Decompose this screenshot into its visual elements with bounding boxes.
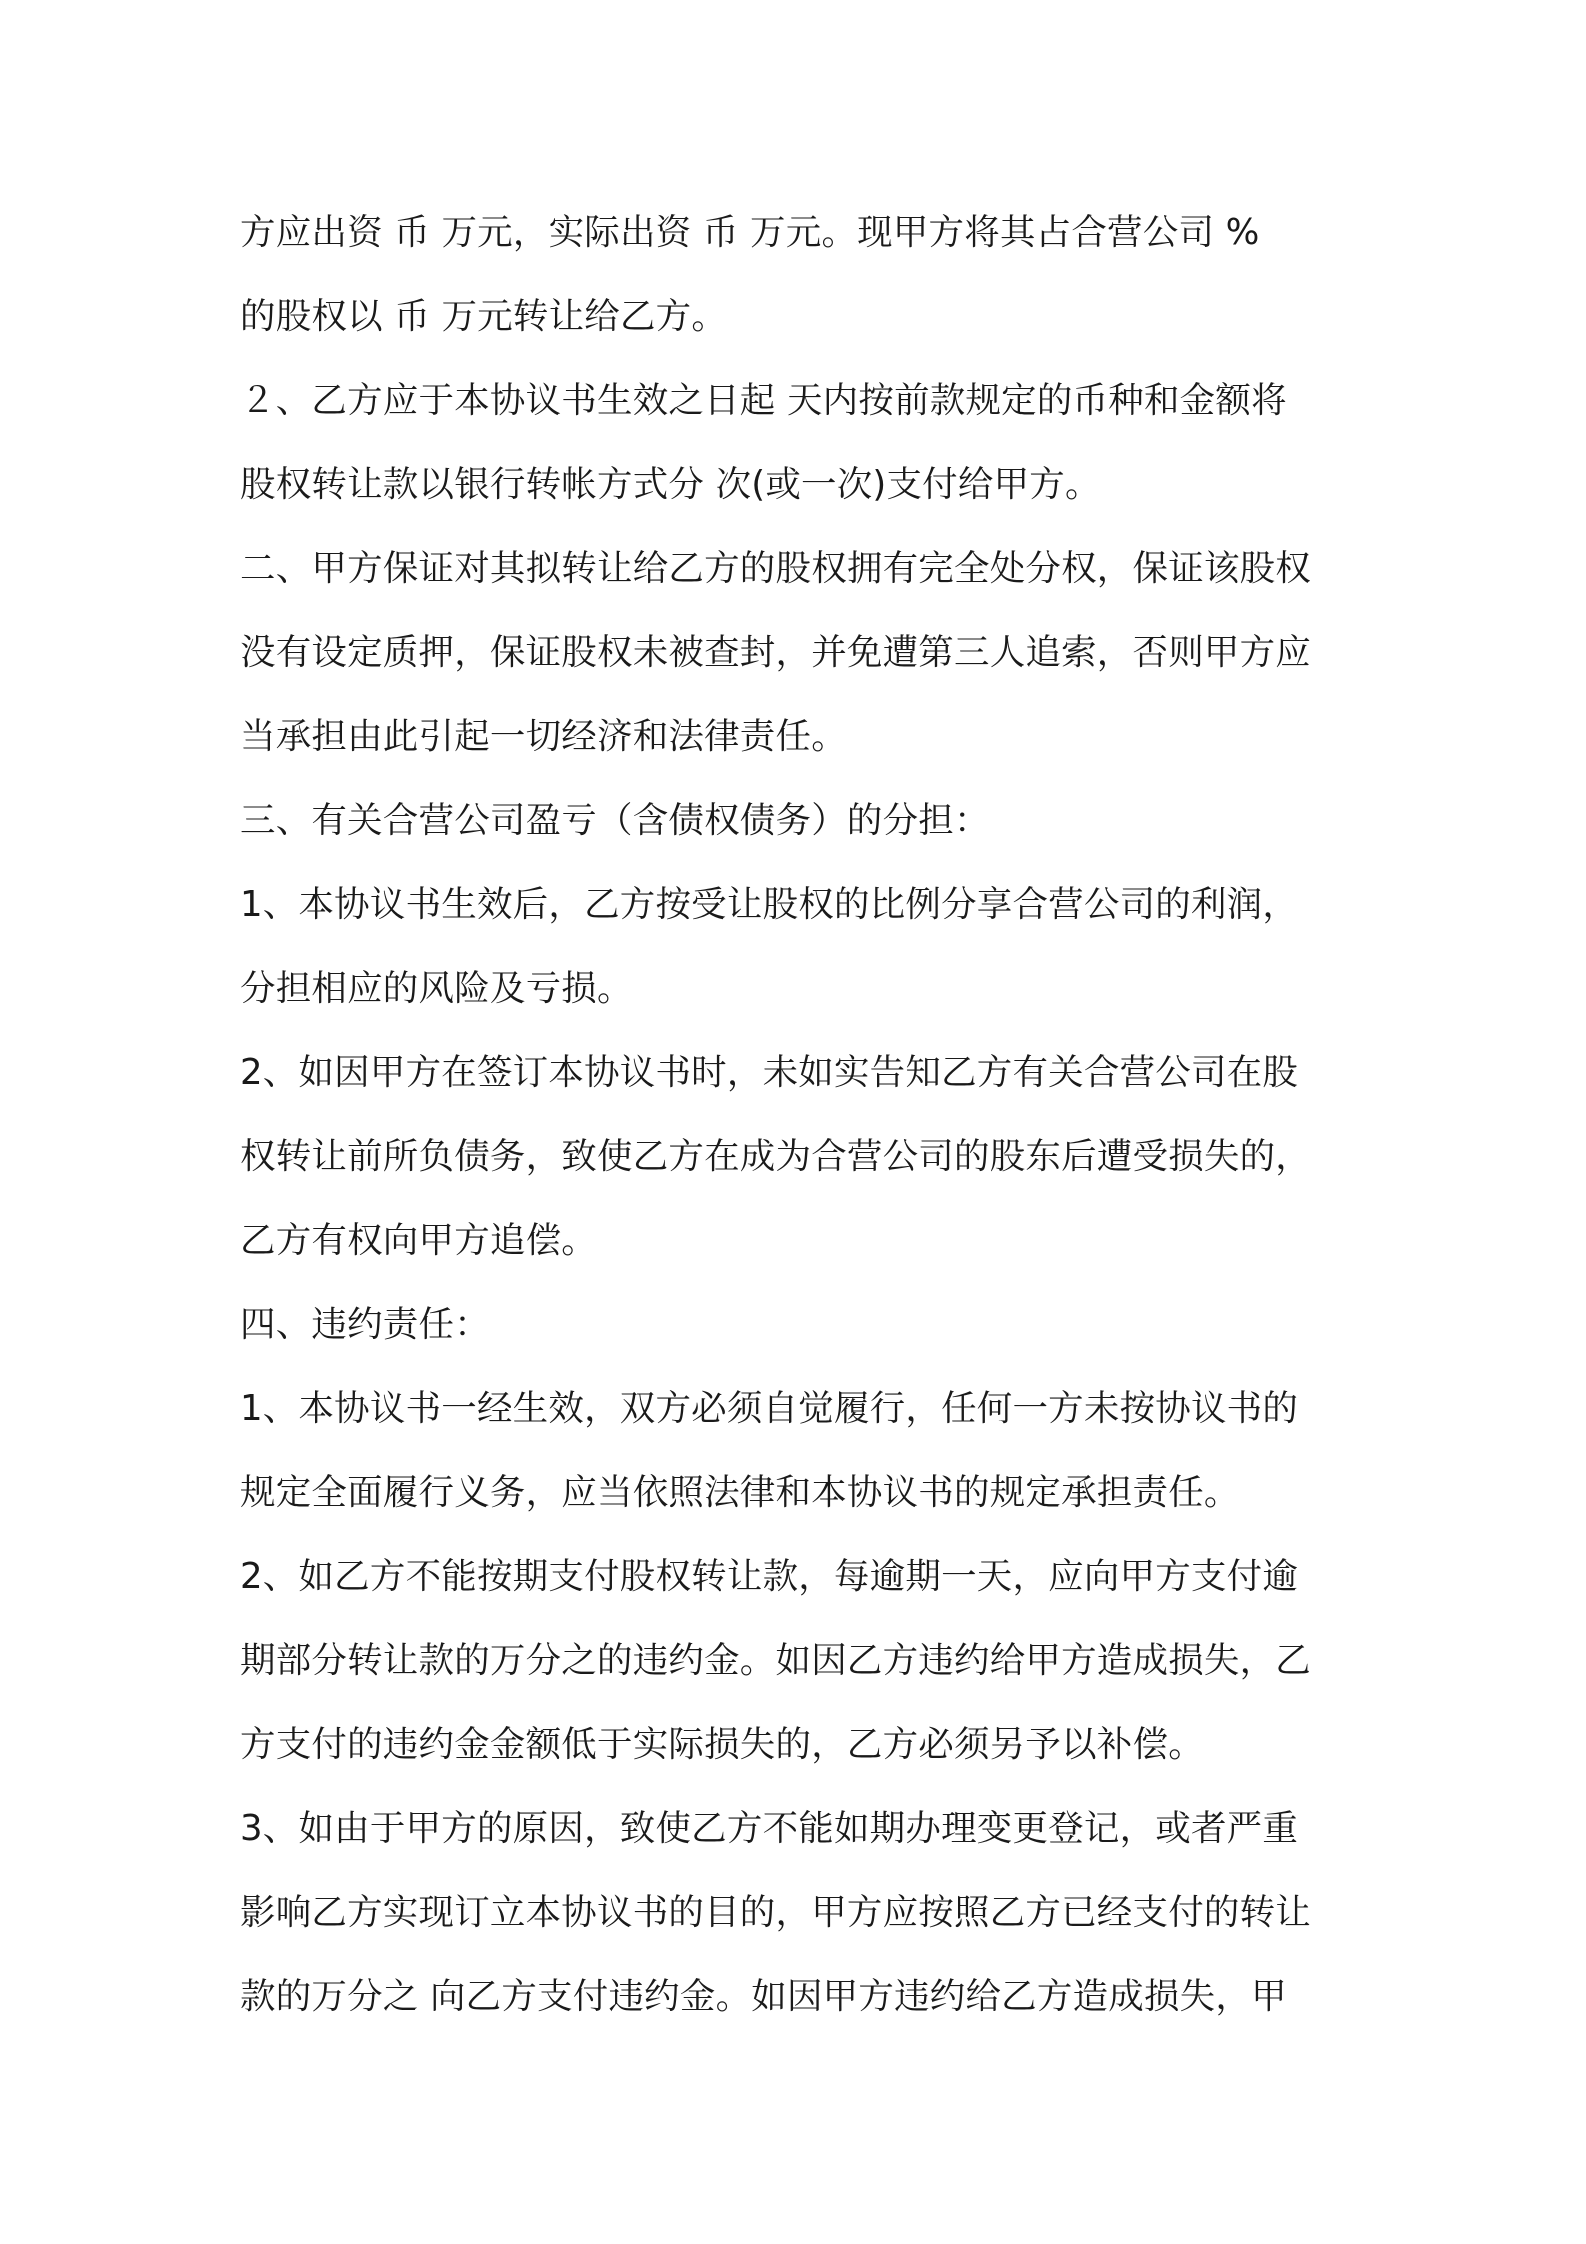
text-line: 方支付的违约金金额低于实际损失的，乙方必须另予以补偿。	[240, 1724, 1204, 1765]
text-line: 股权转让款以银行转帐方式分 次(或一次)支付给甲方。	[240, 464, 1101, 505]
text-line: 权转让前所负债务，致使乙方在成为合营公司的股东后遭受损失的，	[240, 1136, 1312, 1177]
text-line: 3、如由于甲方的原因，致使乙方不能如期办理变更登记，或者严重	[240, 1808, 1299, 1849]
text-line: 影响乙方实现订立本协议书的目的，甲方应按照乙方已经支付的转让	[240, 1892, 1312, 1933]
text-line: 当承担由此引起一切经济和法律责任。	[240, 716, 847, 757]
text-line: 1、本协议书一经生效，双方必须自觉履行，任何一方未按协议书的	[240, 1388, 1299, 1429]
document-body	[240, 205, 1350, 2053]
text-line: 的股权以 币 万元转让给乙方。	[240, 296, 728, 337]
text-line: 规定全面履行义务，应当依照法律和本协议书的规定承担责任。	[240, 1472, 1240, 1513]
section-heading: 三、有关合营公司盈亏（含债权债务）的分担：	[240, 800, 990, 841]
text-line: 1、本协议书生效后，乙方按受让股权的比例分享合营公司的利润，	[240, 884, 1299, 925]
text-line: 2、如因甲方在签订本协议书时，未如实告知乙方有关合营公司在股	[240, 1052, 1299, 1093]
text-line: 方应出资 币 万元，实际出资 币 万元。现甲方将其占合营公司 %	[240, 212, 1260, 253]
text-line: 期部分转让款的万分之的违约金。如因乙方违约给甲方造成损失，乙	[240, 1640, 1312, 1681]
text-line: ２、乙方应于本协议书生效之日起 天内按前款规定的币种和金额将	[240, 380, 1287, 421]
text-line: 2、如乙方不能按期支付股权转让款，每逾期一天，应向甲方支付逾	[240, 1556, 1299, 1597]
text-line: 没有设定质押，保证股权未被查封，并免遭第三人追索，否则甲方应	[240, 632, 1312, 673]
section-heading: 四、违约责任：	[240, 1304, 490, 1345]
text-line: 分担相应的风险及亏损。	[240, 968, 633, 1009]
text-line: 款的万分之 向乙方支付违约金。如因甲方违约给乙方造成损失，甲	[240, 1976, 1287, 2017]
text-line: 二、甲方保证对其拟转让给乙方的股权拥有完全处分权，保证该股权	[240, 548, 1312, 589]
text-line: 乙方有权向甲方追偿。	[240, 1220, 598, 1261]
